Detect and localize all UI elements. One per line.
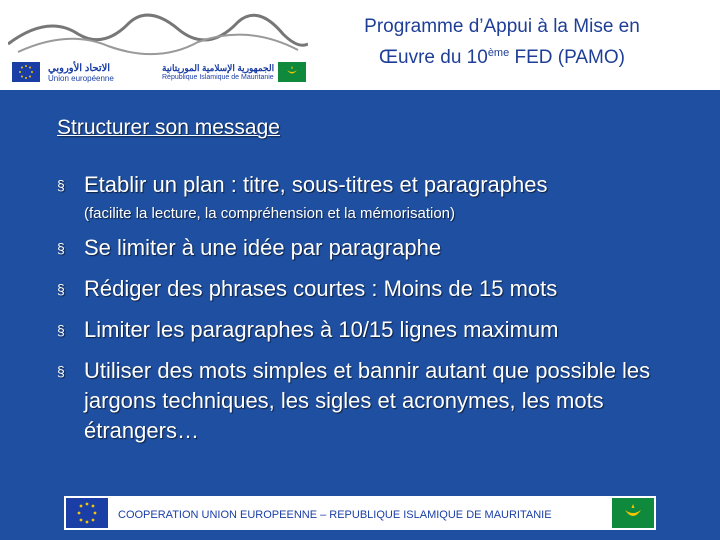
bullet-mark-icon: § [57, 363, 65, 379]
bullet-text: Utiliser des mots simples et bannir autant que possible les jargons techniques, les sigles et acronymes, les mots étrangers… [84, 358, 651, 443]
eu-flag-icon [66, 498, 108, 528]
eu-arabic-label: الاتحاد الأوروبي [48, 63, 111, 74]
page-title [302, 14, 702, 71]
footer-banner [64, 496, 656, 530]
header-banner [0, 0, 720, 90]
bullet-note: (facilite la lecture, la compréhension et la mémorisation) [84, 205, 455, 222]
eu-french-label: Union européenne [48, 74, 114, 83]
title-line-2-start: Œuvre du 10 [379, 47, 488, 68]
bullet-text: Se limiter à une idée par paragraphe [84, 235, 442, 260]
footer-text: COOPERATION UNION EUROPEENNE – REPUBLIQUE ISLAMIQUE DE MAURITANIE [118, 509, 552, 521]
bullet-mark-icon: § [57, 281, 65, 297]
mauritania-french-label: République Islamique de Mauritanie [162, 74, 274, 81]
bullet-mark-icon: § [57, 322, 65, 338]
eu-flag-icon [12, 62, 40, 82]
bullet-text: Rédiger des phrases courtes : Moins de 15 mots [84, 276, 558, 301]
bullet-mark-icon: § [57, 240, 65, 256]
mauritania-arabic-label: الجمهورية الإسلامية الموريتانية [162, 63, 275, 73]
title-line-2-end: FED (PAMO) [509, 47, 625, 68]
title-superscript: ème [487, 47, 510, 59]
bullet-text: Limiter les paragraphes à 10/15 lignes maximum [84, 317, 559, 342]
mountains-logo-icon [8, 4, 308, 60]
title-line-2 [302, 40, 702, 71]
title-line-1: Programme d’Appui à la Mise en [364, 16, 640, 37]
bullet-mark-icon: § [57, 177, 65, 193]
section-heading: Structurer son message [57, 116, 280, 139]
mauritania-flag-icon [612, 498, 654, 528]
bullet-text: Etablir un plan : titre, sous-titres et paragraphes [84, 172, 548, 197]
